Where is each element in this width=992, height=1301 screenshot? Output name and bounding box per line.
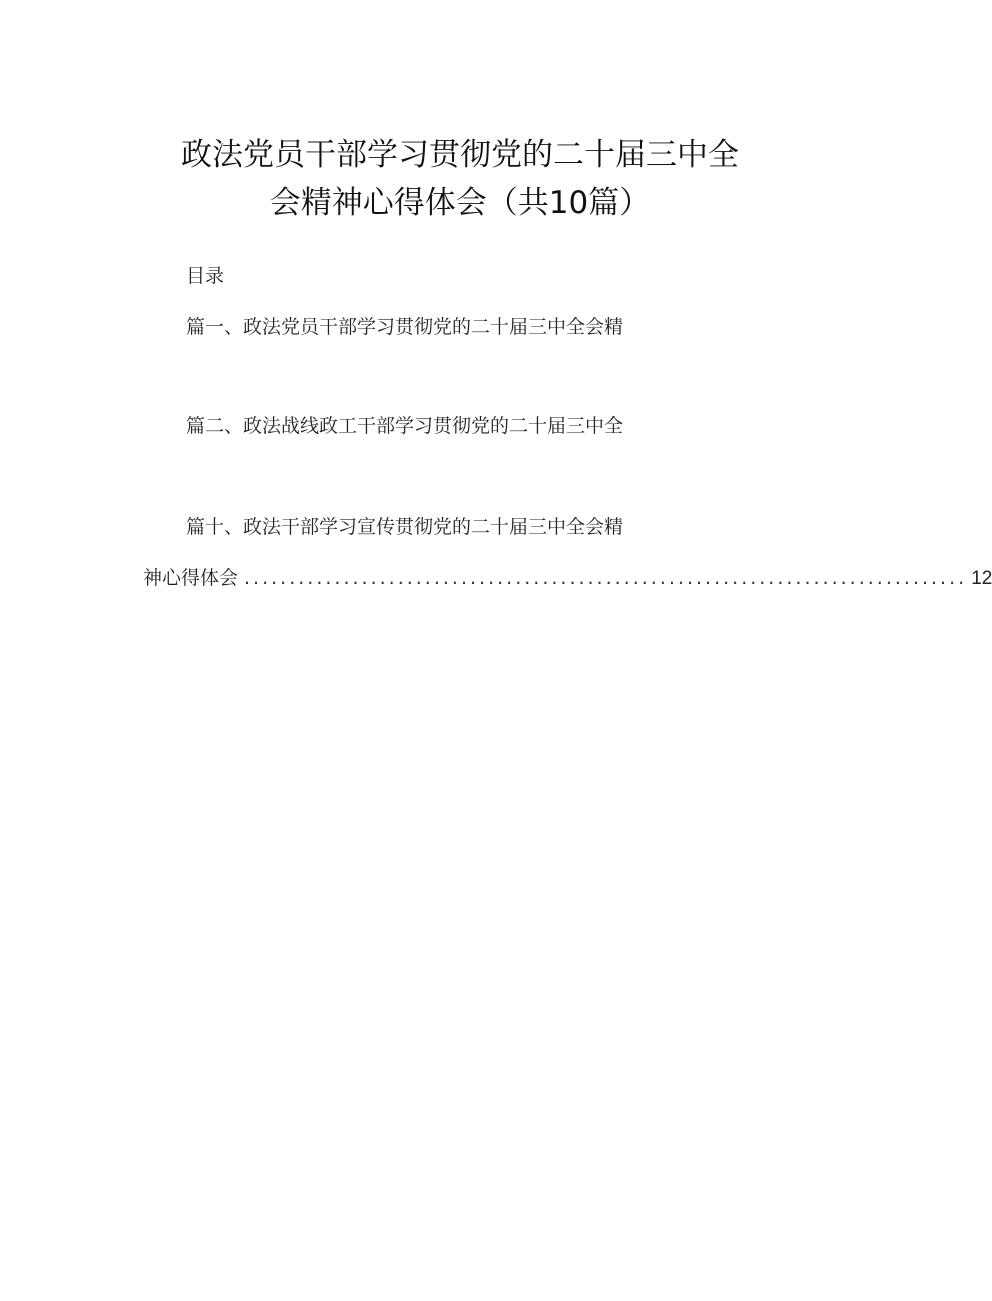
toc-heading: 目录 bbox=[186, 265, 225, 287]
toc-page-number: 12 bbox=[971, 568, 992, 589]
toc-entry-10[interactable]: 篇十、政法干部学习宣传贯彻党的二十届三中全会精 bbox=[186, 516, 624, 538]
toc-entry-1[interactable]: 篇一、政法党员干部学习贯彻党的二十届三中全会精 bbox=[186, 316, 624, 338]
toc-dot-leader: ................................................................................ bbox=[244, 567, 968, 589]
document-title-line-1: 政法党员干部学习贯彻党的二十届三中全 bbox=[181, 137, 739, 173]
document-title-line-2: 会精神心得体会（共10篇） bbox=[269, 185, 651, 221]
toc-entry-2[interactable]: 篇二、政法战线政工干部学习贯彻党的二十届三中全 bbox=[186, 415, 624, 437]
toc-entry-10-continuation[interactable] bbox=[143, 564, 992, 593]
toc-entry-10-continuation-text: 神心得体会 bbox=[143, 567, 239, 589]
